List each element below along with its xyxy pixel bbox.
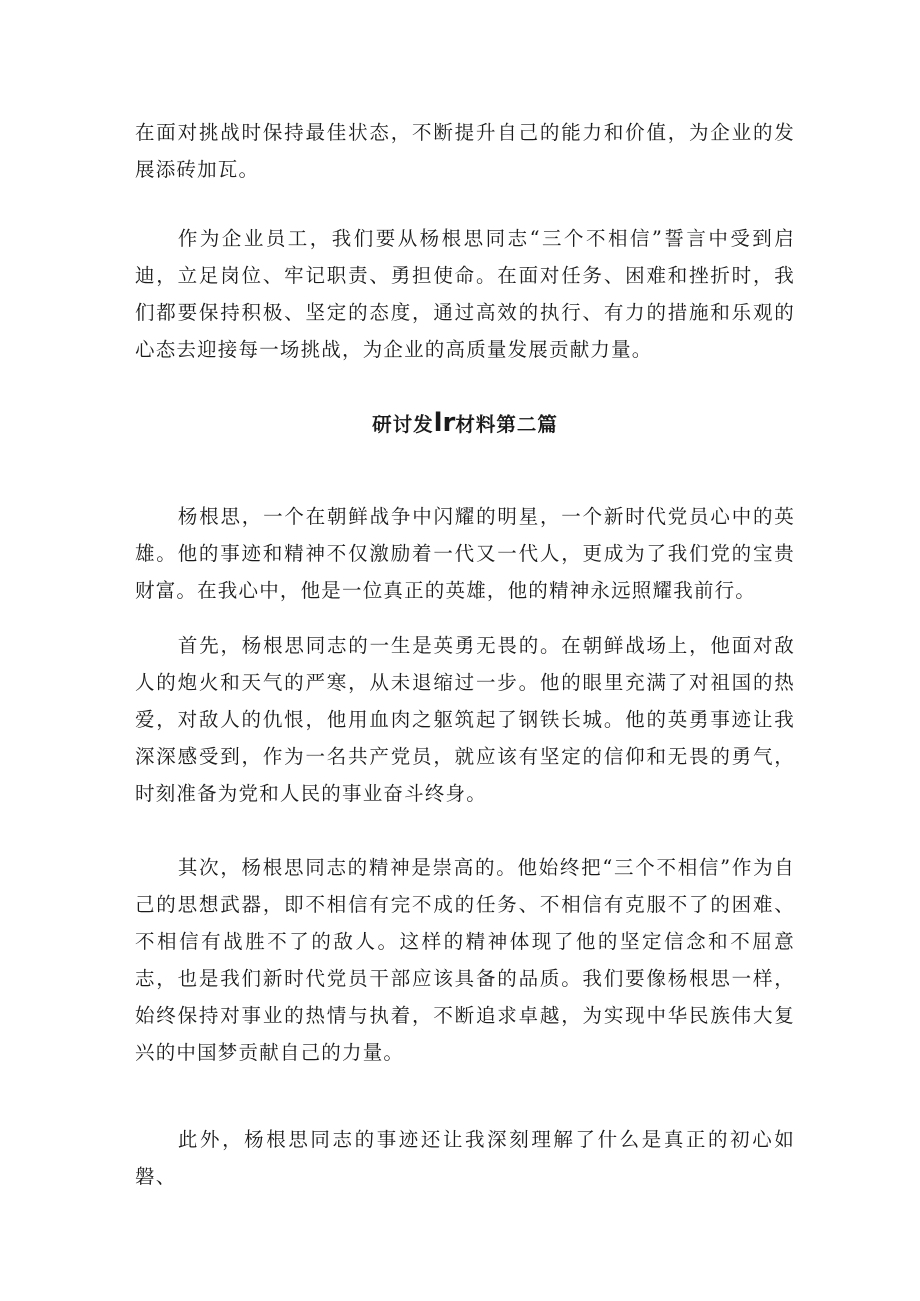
heading-text-glitch: lr (433, 408, 456, 438)
heading-text-before: 研讨发 (372, 413, 434, 436)
paragraph-5: 其次，杨根思同志的精神是崇高的。他始终把“三个不相信”作为自己的思想武器，即不相信有完不成的任务、不相信有克服不了的困难、不相信有战胜不了的敌人。这样的精神体现了他的坚定信念和不屈意志，也是我们新时代党员干部应该具备的品质。我们要像杨根思一样，始终保持对事业的热情与执着，不断追求卓越，为实现中华民族伟大复兴的中国梦贡献自己的力量。 (135, 856, 795, 1064)
paragraph-2: 作为企业员工，我们要从杨根思同志“三个不相信”誓言中受到启迪，立足岗位、牢记职责、勇担使命。在面对任务、困难和挫折时，我们都要保持积极、坚定的态度，通过高效的执行、有力的措施和乐观的心态去迎接每一场挑战，为企业的高质量发展贡献力量。 (135, 227, 795, 361)
paragraph-6: 此外，杨根思同志的事迹还让我深刻理解了什么是真正的初心如磐、 (135, 1128, 795, 1188)
paragraph-1: 在面对挑战时保持最佳状态，不断提升自己的能力和价值，为企业的发展添砖加瓦。 (135, 121, 795, 181)
paragraph-3: 杨根思，一个在朝鲜战争中闪耀的明星，一个新时代党员心中的英雄。他的事迹和精神不仅激励着一代又一代人，更成为了我们党的宝贵财富。在我心中，他是一位真正的英雄，他的精神永远照耀我前行。 (135, 505, 795, 602)
section-heading (135, 405, 795, 443)
paragraph-4: 首先，杨根思同志的一生是英勇无畏的。在朝鲜战场上，他面对敌人的炮火和天气的严寒，从未退缩过一步。他的眼里充满了对祖国的热爱，对敌人的仇恨，他用血肉之躯筑起了钢铁长城。他的英勇事迹让我深深感受到，作为一名共产党员，就应该有坚定的信仰和无畏的勇气，时刻准备为党和人民的事业奋斗终身。 (135, 634, 795, 805)
heading-text-after: 材料第二篇 (455, 413, 558, 436)
